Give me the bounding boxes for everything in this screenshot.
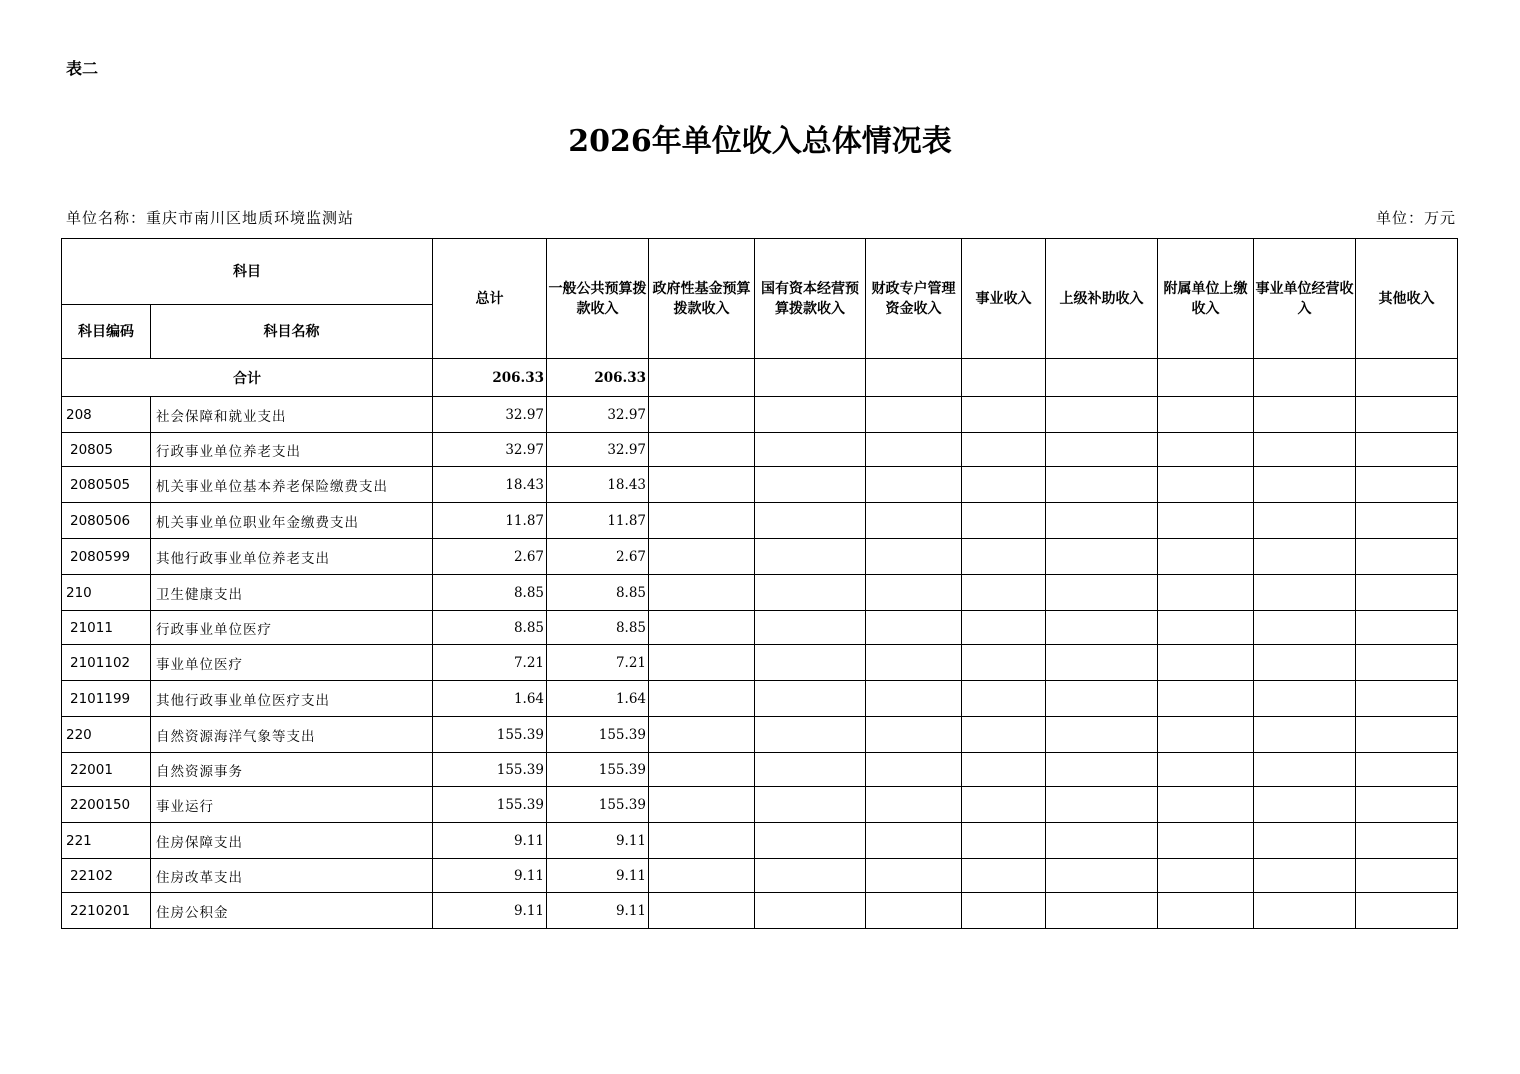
empty-cell	[1356, 467, 1458, 503]
table-row	[62, 645, 1458, 681]
empty-cell	[755, 645, 866, 681]
subject-code: 2080506	[62, 503, 151, 539]
empty-cell	[1254, 397, 1356, 433]
empty-cell	[1356, 753, 1458, 787]
empty-cell	[866, 575, 962, 611]
empty-cell	[755, 575, 866, 611]
empty-cell	[1356, 575, 1458, 611]
empty-cell	[1254, 753, 1356, 787]
header-superior-subsidy: 上级补助收入	[1046, 239, 1158, 359]
header-business-income: 事业收入	[962, 239, 1046, 359]
subject-name: 住房公积金	[151, 893, 433, 929]
subject-name: 行政事业单位养老支出	[151, 433, 433, 467]
total-value: 32.97	[433, 397, 547, 433]
empty-cell	[1356, 717, 1458, 753]
header-state-capital: 国有资本经营预算拨款收入	[755, 239, 866, 359]
empty-cell	[866, 753, 962, 787]
empty-cell	[962, 397, 1046, 433]
subject-name: 事业运行	[151, 787, 433, 823]
empty-cell	[1046, 575, 1158, 611]
subject-code: 21011	[62, 611, 151, 645]
empty-cell	[1254, 859, 1356, 893]
general-budget-value: 32.97	[547, 433, 649, 467]
empty-cell	[755, 433, 866, 467]
total-value: 7.21	[433, 645, 547, 681]
subject-code: 2080505	[62, 467, 151, 503]
empty-cell	[1254, 467, 1356, 503]
subject-name: 事业单位医疗	[151, 645, 433, 681]
subject-code: 22001	[62, 753, 151, 787]
empty-cell	[755, 753, 866, 787]
total-empty-cell	[962, 359, 1046, 397]
subject-name: 自然资源事务	[151, 753, 433, 787]
subject-code: 221	[62, 823, 151, 859]
empty-cell	[1158, 575, 1254, 611]
total-empty-cell	[755, 359, 866, 397]
empty-cell	[649, 467, 755, 503]
table-row	[62, 893, 1458, 929]
empty-cell	[649, 823, 755, 859]
empty-cell	[962, 859, 1046, 893]
empty-cell	[1158, 539, 1254, 575]
subject-name: 卫生健康支出	[151, 575, 433, 611]
empty-cell	[1254, 503, 1356, 539]
general-budget-value: 8.85	[547, 611, 649, 645]
subject-code: 2210201	[62, 893, 151, 929]
subject-code: 210	[62, 575, 151, 611]
general-budget-value: 32.97	[547, 397, 649, 433]
income-table	[61, 238, 1458, 929]
empty-cell	[866, 397, 962, 433]
empty-cell	[649, 893, 755, 929]
subject-code: 208	[62, 397, 151, 433]
empty-cell	[649, 681, 755, 717]
unit-label: 单位：万元	[1375, 209, 1456, 227]
empty-cell	[1158, 823, 1254, 859]
header-subject: 科目	[62, 239, 433, 305]
total-value: 32.97	[433, 433, 547, 467]
empty-cell	[866, 645, 962, 681]
general-budget-value: 11.87	[547, 503, 649, 539]
table-label: 表二	[66, 59, 99, 78]
empty-cell	[755, 503, 866, 539]
empty-cell	[1158, 503, 1254, 539]
page-title: 2026年单位收入总体情况表	[568, 124, 952, 159]
total-value: 8.85	[433, 575, 547, 611]
table-row	[62, 397, 1458, 433]
general-budget-value: 7.21	[547, 645, 649, 681]
empty-cell	[1254, 717, 1356, 753]
total-value: 18.43	[433, 467, 547, 503]
empty-cell	[649, 611, 755, 645]
empty-cell	[1158, 433, 1254, 467]
general-budget-value: 1.64	[547, 681, 649, 717]
empty-cell	[649, 575, 755, 611]
empty-cell	[1158, 893, 1254, 929]
total-value: 9.11	[433, 823, 547, 859]
general-budget-value: 155.39	[547, 787, 649, 823]
empty-cell	[1254, 539, 1356, 575]
empty-cell	[755, 717, 866, 753]
subject-name: 机关事业单位基本养老保险缴费支出	[151, 467, 433, 503]
empty-cell	[649, 859, 755, 893]
total-empty-cell	[1254, 359, 1356, 397]
empty-cell	[1158, 397, 1254, 433]
general-budget-value: 9.11	[547, 823, 649, 859]
empty-cell	[1254, 611, 1356, 645]
empty-cell	[1158, 681, 1254, 717]
empty-cell	[962, 753, 1046, 787]
empty-cell	[1046, 893, 1158, 929]
empty-cell	[1046, 611, 1158, 645]
total-value: 1.64	[433, 681, 547, 717]
empty-cell	[1356, 539, 1458, 575]
general-budget-value: 2.67	[547, 539, 649, 575]
empty-cell	[755, 893, 866, 929]
empty-cell	[1356, 397, 1458, 433]
empty-cell	[1046, 503, 1158, 539]
empty-cell	[1046, 859, 1158, 893]
empty-cell	[1356, 893, 1458, 929]
empty-cell	[1254, 787, 1356, 823]
empty-cell	[649, 433, 755, 467]
total-empty-cell	[866, 359, 962, 397]
empty-cell	[649, 645, 755, 681]
header-code: 科目编码	[62, 305, 151, 359]
subject-code: 20805	[62, 433, 151, 467]
empty-cell	[755, 859, 866, 893]
header-total: 总计	[433, 239, 547, 359]
subject-code: 22102	[62, 859, 151, 893]
empty-cell	[866, 859, 962, 893]
total-value: 9.11	[433, 859, 547, 893]
empty-cell	[755, 539, 866, 575]
total-value: 2.67	[433, 539, 547, 575]
header-general-budget: 一般公共预算拨款收入	[547, 239, 649, 359]
subject-code: 2101102	[62, 645, 151, 681]
subject-code: 2080599	[62, 539, 151, 575]
empty-cell	[1356, 823, 1458, 859]
total-empty-cell	[1158, 359, 1254, 397]
empty-cell	[1356, 681, 1458, 717]
header-affiliate: 附属单位上缴收入	[1158, 239, 1254, 359]
subject-name: 行政事业单位医疗	[151, 611, 433, 645]
total-label: 合计	[62, 359, 433, 397]
empty-cell	[1356, 645, 1458, 681]
table-row	[62, 717, 1458, 753]
table-row	[62, 859, 1458, 893]
table-row	[62, 433, 1458, 467]
empty-cell	[962, 681, 1046, 717]
empty-cell	[962, 467, 1046, 503]
table-row	[62, 681, 1458, 717]
empty-cell	[755, 823, 866, 859]
empty-cell	[1254, 893, 1356, 929]
empty-cell	[866, 681, 962, 717]
empty-cell	[649, 753, 755, 787]
subject-code: 2101199	[62, 681, 151, 717]
empty-cell	[1158, 467, 1254, 503]
general-budget-value: 9.11	[547, 893, 649, 929]
header-operating: 事业单位经营收入	[1254, 239, 1356, 359]
empty-cell	[866, 823, 962, 859]
header-name: 科目名称	[151, 305, 433, 359]
empty-cell	[1046, 467, 1158, 503]
empty-cell	[649, 787, 755, 823]
empty-cell	[1158, 753, 1254, 787]
subject-name: 机关事业单位职业年金缴费支出	[151, 503, 433, 539]
table-row	[62, 753, 1458, 787]
total-value: 155.39	[433, 753, 547, 787]
total-value: 155.39	[433, 717, 547, 753]
empty-cell	[962, 433, 1046, 467]
empty-cell	[866, 893, 962, 929]
empty-cell	[755, 467, 866, 503]
unit-name: 单位名称：重庆市南川区地质环境监测站	[66, 209, 355, 227]
subject-name: 住房改革支出	[151, 859, 433, 893]
empty-cell	[866, 433, 962, 467]
total-empty-cell	[1356, 359, 1458, 397]
empty-cell	[1046, 433, 1158, 467]
total-empty-cell	[1046, 359, 1158, 397]
total-row	[62, 359, 1458, 397]
empty-cell	[866, 539, 962, 575]
table-row	[62, 503, 1458, 539]
general-budget-value: 8.85	[547, 575, 649, 611]
subject-name: 其他行政事业单位医疗支出	[151, 681, 433, 717]
total-total: 206.33	[433, 359, 547, 397]
empty-cell	[962, 717, 1046, 753]
empty-cell	[962, 645, 1046, 681]
empty-cell	[755, 787, 866, 823]
empty-cell	[1356, 503, 1458, 539]
header-other: 其他收入	[1356, 239, 1458, 359]
empty-cell	[1254, 823, 1356, 859]
table-row	[62, 787, 1458, 823]
empty-cell	[1158, 611, 1254, 645]
empty-cell	[755, 397, 866, 433]
general-budget-value: 155.39	[547, 717, 649, 753]
subject-name: 住房保障支出	[151, 823, 433, 859]
empty-cell	[1046, 823, 1158, 859]
empty-cell	[962, 575, 1046, 611]
empty-cell	[1254, 433, 1356, 467]
header-fiscal-special: 财政专户管理资金收入	[866, 239, 962, 359]
header-gov-fund: 政府性基金预算拨款收入	[649, 239, 755, 359]
subject-name: 其他行政事业单位养老支出	[151, 539, 433, 575]
general-budget-value: 18.43	[547, 467, 649, 503]
empty-cell	[1356, 859, 1458, 893]
empty-cell	[1046, 397, 1158, 433]
empty-cell	[1046, 539, 1158, 575]
total-general-budget: 206.33	[547, 359, 649, 397]
empty-cell	[649, 539, 755, 575]
empty-cell	[1158, 717, 1254, 753]
subject-code: 220	[62, 717, 151, 753]
total-empty-cell	[649, 359, 755, 397]
table-row	[62, 467, 1458, 503]
empty-cell	[755, 681, 866, 717]
empty-cell	[962, 611, 1046, 645]
empty-cell	[1254, 681, 1356, 717]
empty-cell	[866, 503, 962, 539]
empty-cell	[962, 503, 1046, 539]
empty-cell	[755, 611, 866, 645]
table-row	[62, 823, 1458, 859]
empty-cell	[649, 397, 755, 433]
empty-cell	[962, 893, 1046, 929]
table-row	[62, 575, 1458, 611]
total-value: 9.11	[433, 893, 547, 929]
empty-cell	[1356, 787, 1458, 823]
table-row	[62, 611, 1458, 645]
empty-cell	[1356, 433, 1458, 467]
empty-cell	[866, 787, 962, 823]
empty-cell	[1254, 575, 1356, 611]
empty-cell	[649, 503, 755, 539]
empty-cell	[1158, 859, 1254, 893]
empty-cell	[1046, 645, 1158, 681]
empty-cell	[962, 787, 1046, 823]
subject-name: 自然资源海洋气象等支出	[151, 717, 433, 753]
empty-cell	[1046, 787, 1158, 823]
empty-cell	[866, 467, 962, 503]
general-budget-value: 155.39	[547, 753, 649, 787]
empty-cell	[1254, 645, 1356, 681]
empty-cell	[1158, 787, 1254, 823]
empty-cell	[866, 611, 962, 645]
empty-cell	[1356, 611, 1458, 645]
empty-cell	[962, 823, 1046, 859]
total-value: 155.39	[433, 787, 547, 823]
total-value: 8.85	[433, 611, 547, 645]
subject-code: 2200150	[62, 787, 151, 823]
table-row	[62, 539, 1458, 575]
empty-cell	[866, 717, 962, 753]
empty-cell	[1158, 645, 1254, 681]
general-budget-value: 9.11	[547, 859, 649, 893]
empty-cell	[1046, 681, 1158, 717]
empty-cell	[1046, 753, 1158, 787]
empty-cell	[649, 717, 755, 753]
subject-name: 社会保障和就业支出	[151, 397, 433, 433]
total-value: 11.87	[433, 503, 547, 539]
empty-cell	[1046, 717, 1158, 753]
empty-cell	[962, 539, 1046, 575]
